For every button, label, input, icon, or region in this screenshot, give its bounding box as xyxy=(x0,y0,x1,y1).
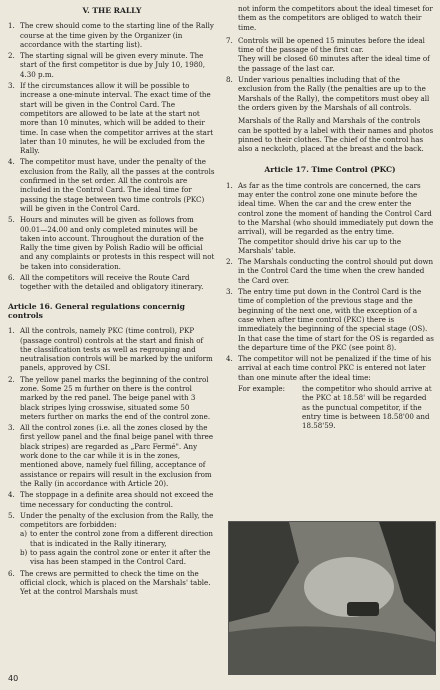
item-number: 2. xyxy=(8,374,15,384)
list-item xyxy=(8,81,216,155)
item-number: 2. xyxy=(226,257,233,267)
item-number: 8. xyxy=(226,75,233,85)
item-body xyxy=(238,354,434,430)
control-regulations-list xyxy=(8,326,216,596)
item-number: 4. xyxy=(8,157,15,167)
item-text-2: They will be closed 60 minutes after the ideal time of the passage of the last car. xyxy=(238,54,430,73)
item-number: 3. xyxy=(8,423,15,433)
list-item xyxy=(8,490,216,509)
list-item xyxy=(226,181,434,255)
sub-item-label: a) xyxy=(20,529,27,539)
list-item xyxy=(226,257,434,285)
item-number: 3. xyxy=(226,287,233,297)
example-block xyxy=(238,384,434,430)
controls-list xyxy=(226,36,434,112)
article-16-heading: Article 16. General regulations concernig controls xyxy=(8,301,185,320)
sub-item xyxy=(20,529,216,548)
item-text-2: The competitor should drive his car up to the Marshals' table. xyxy=(238,236,402,255)
section-heading-rally: V. THE RALLY xyxy=(82,6,142,15)
item-number: 3. xyxy=(8,81,15,91)
item-text: The crews are permitted to check the time on the official clock, which is placed on the Marshals' table. Yet at the control Marshals must xyxy=(20,568,211,597)
list-item xyxy=(8,569,216,597)
item-number: 5. xyxy=(8,510,15,520)
list-item xyxy=(8,215,216,271)
list-item xyxy=(226,287,434,352)
list-item xyxy=(8,375,216,421)
list-item xyxy=(8,273,216,292)
list-item xyxy=(226,36,434,73)
item-text: All the competitors will receive the Route Card together with the detailed and obligatory itinerary. xyxy=(20,273,204,292)
item-text: The Marshals conducting the control should put down in the Control Card the time when the crew handed the Card over. xyxy=(238,257,434,285)
item-number: 1. xyxy=(226,180,233,190)
item-text: The starting signal will be given every minute. The start of the first competitor is due by July 10, 1980, 4.30 p.m. xyxy=(20,51,206,79)
example-label: For example: xyxy=(238,383,286,393)
list-item xyxy=(8,326,216,372)
item-text: As far as the time controls are concerned, the cars may enter the control zone one minute before the ideal time. When the car and the crew enter the control zone the moment of handing the Control Card to the Marshal (who should immediately put down the arrival), will be regarded as the entry time. xyxy=(238,180,434,237)
item-text: All the control zones (i.e. all the zones closed by the first yellow panel and the final beige panel with three black stripes) are regarded as „Parc Fermé". Any work done to the car while it is in the zones, mentioned above, namely fuel filling, acceptance of assistance or repairs will result in the exclusion from the Rally (in accordance with Article 20). xyxy=(20,423,214,488)
time-control-list xyxy=(226,181,434,431)
item-number: 2. xyxy=(8,51,15,61)
item-number: 1. xyxy=(8,326,15,336)
list-item xyxy=(226,354,434,430)
item-text: The stoppage in a definite area should not exceed the time necessary for conducting the control. xyxy=(20,490,214,509)
sub-item-text: to pass again the control zone or enter it after the visa has been stamped in the Control Card. xyxy=(30,548,211,567)
list-item xyxy=(8,51,216,79)
sub-item-label: b) xyxy=(20,548,28,558)
item-text: The yellow panel marks the beginning of the control zone. Some 25 m further on there is the control marked by the red panel. The beige panel with 3 black stripes lying crosswise, situated some 50 meters further on marks the end of the control zone. xyxy=(20,374,211,421)
left-column xyxy=(8,6,216,599)
article-17-heading: Article 17. Time Control (PKC) xyxy=(264,165,396,175)
item-text: If the circumstances allow it will be possible to increase a one-minute interval. The exact time of the start will be given in the Control Card. The competitors are allowed to be late at the start not more than 10 minutes, which will be added to their time. In case when the competitor arrives at the start later than 10 minutes, he will be excluded from the Rally. xyxy=(20,81,214,156)
sub-item-text: to enter the control zone from a different direction that is indicated in the Rally itinerary, xyxy=(30,529,213,548)
item-number: 7. xyxy=(226,35,233,45)
photo-illustration xyxy=(229,522,435,674)
item-text: The entry time put down in the Control Card is the time of completion of the previous stage and the beginning of the next one, with the exception of a case when after time control (PKC) there is immediately the beginning of the special stage (OS). In that case the time of start for the OS is regarded as the departure time of the PKC (see point 8). xyxy=(238,287,434,352)
item-text: All the controls, namely PKC (time control), PKP (passage control) controls at the start and finish of the classification tests as well as regrouping and neutralisation controls will be marked by the uniform panels, approved by CSI. xyxy=(20,326,213,373)
item-body xyxy=(238,181,434,255)
item-text: The competitor will not be penalized if the time of his arrival at each time control PKC is entered not later than one minute after the ideal time: xyxy=(238,354,432,382)
item-number: 6. xyxy=(8,273,15,283)
sub-item xyxy=(20,548,216,567)
item-text: The crew should come to the starting line of the Rally course at the time given by the Organizer (in accordance with the starting list). xyxy=(20,21,214,49)
page-number: 40 xyxy=(8,674,19,683)
item-body xyxy=(20,511,216,567)
item-number: 6. xyxy=(8,568,15,578)
list-item xyxy=(8,157,216,213)
item-number: 4. xyxy=(226,354,233,364)
list-item xyxy=(8,511,216,567)
example-text: the competitor who should arrive at the PKC at 18.58' will be regarded as the punctual competitor, if the entry time is between 18.58'00 and 18.58'59. xyxy=(302,383,432,431)
item-number: 5. xyxy=(8,215,15,225)
item-number: 4. xyxy=(8,490,15,500)
item-text: Under the penalty of the exclusion from the Rally, the competitors are forbidden: xyxy=(20,510,214,530)
rally-car-photo xyxy=(228,521,436,675)
item-text: Hours and minutes will be given as follows from 00.01—24.00 and only completed minutes will be taken into account. Throughout the duration of the Rally the time given by Polish Radio will be official and any complaints or protests in this respect will not be taken into consideration. xyxy=(20,215,215,271)
continued-text: not inform the competitors about the ideal timeset for them as the competitors are obliged to watch their time. xyxy=(238,4,433,32)
rally-rules-list xyxy=(8,21,216,291)
list-item xyxy=(8,21,216,49)
right-column xyxy=(226,4,434,432)
photo-car xyxy=(347,602,379,616)
item-number: 1. xyxy=(8,21,15,31)
item-text: Controls will be opened 15 minutes before the ideal time of the passage of the first car. xyxy=(238,35,425,55)
item-text: Under various penalties including that of the exclusion from the Rally (the penalties are up to the Marshals of the Rally), the competitors must obey all the orders given by the Marshals of all controls. xyxy=(238,75,430,112)
item-body xyxy=(238,36,434,73)
marshals-paragraph: Marshals of the Rally and Marshals of the controls can be spotted by a label with their names and photos pinned to their clothes. The chief of the control has also a neckcloth, placed at the breast and the back. xyxy=(238,116,434,154)
list-item xyxy=(226,75,434,112)
item-text: The competitor must have, under the penalty of the exclusion from the Rally, all the passes at the controls confirmed in the set order. All the controls are included in the Control Card. The ideal time for passing the stage between two time controls (PKC) will be given in the Control Card. xyxy=(20,157,215,213)
list-item xyxy=(8,423,216,488)
